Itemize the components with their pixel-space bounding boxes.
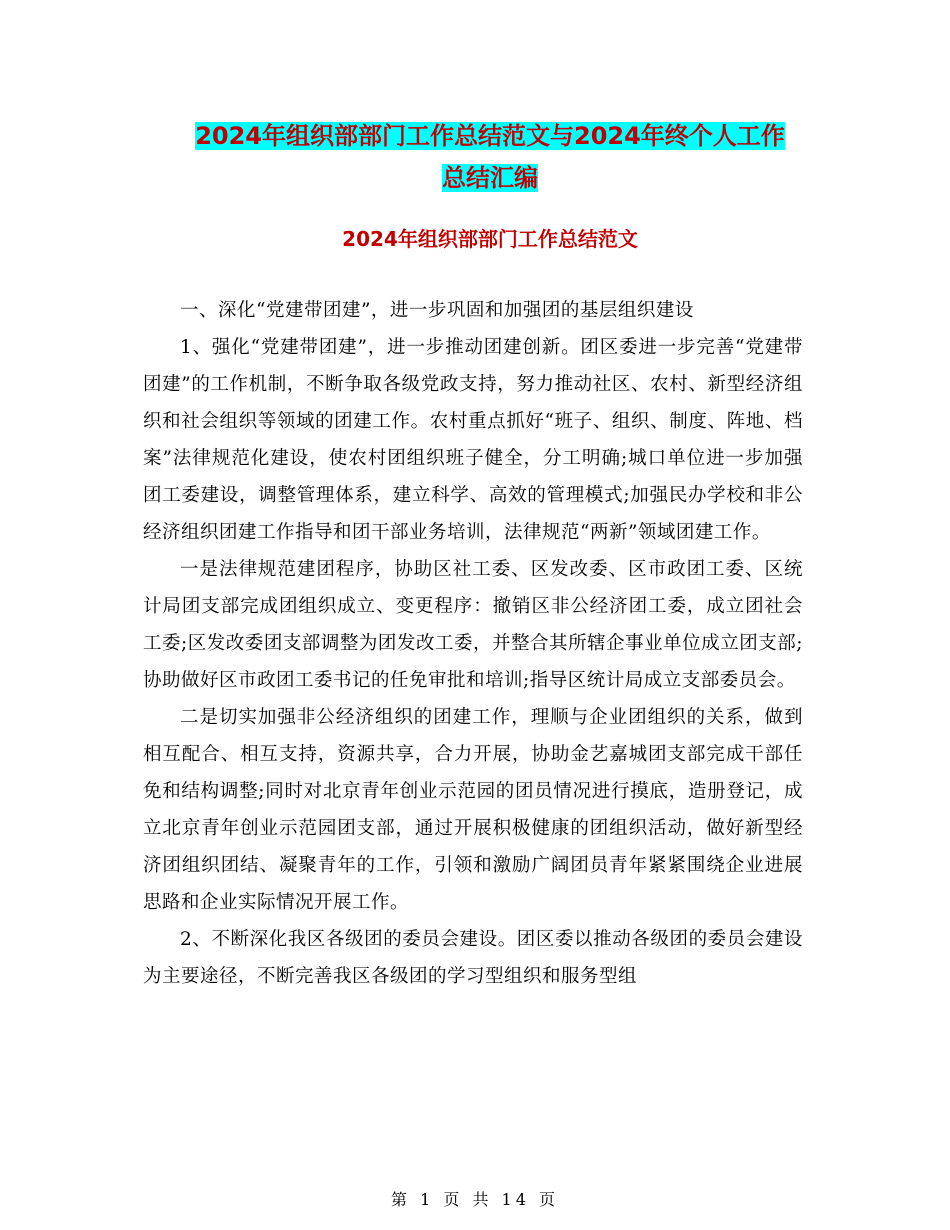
document-title-line-2 — [140, 158, 840, 193]
document-body — [143, 292, 803, 995]
page-number-footer: 第 1 页 共 14 页 — [391, 1190, 559, 1209]
document-title-text-1: 2024年组织部部门工作总结范文与2024年终个人工作 — [195, 122, 785, 150]
paragraph: 二是切实加强非公经济组织的团建工作，理顺与企业团组织的关系，做到相互配合、相互支持，资源共享，合力开展，协助金艺嘉城团支部完成干部任免和结构调整;同时对北京青年创业示范园的团员情况进行摸底，造册登记，成立北京青年创业示范园团支部，通过开展积极健康的团组织活动，做好新型经济团组织团结、凝聚青年的工作，引领和激励广阔团员青年紧紧围绕企业进展思路和企业实际情况开展工作。 — [143, 707, 803, 913]
section-title: 2024年组织部部门工作总结范文 — [342, 227, 638, 251]
paragraph: 一是法律规范建团程序，协助区社工委、区发改委、区市政团工委、区统计局团支部完成团组织成立、变更程序：撤销区非公经济团工委，成立团社会工委;区发改委团支部调整为团发改工委，并整合其所辖企事业单位成立团支部;协助做好区市政团工委书记的任免审批和培训;指导区统计局成立支部委员会。 — [143, 559, 803, 691]
paragraph: 一、深化“党建带团建”，进一步巩固和加强团的基层组织建设 — [180, 300, 694, 321]
document-title-line-1 — [140, 116, 840, 151]
paragraph: 1、强化“党建带团建”，进一步推动团建创新。团区委进一步完善“党建带团建”的工作机制，不断争取各级党政支持，努力推动社区、农村、新型经济组织和社会组织等领域的团建工作。农村重点抓好“班子、组织、制度、阵地、档案”法律规范化建设，使农村团组织班子健全，分工明确;城口单位进一步加强团工委建设，调整管理体系，建立科学、高效的管理模式;加强民办学校和非公经济组织团建工作指导和团干部业务培训，法律规范“两新”领域团建工作。 — [143, 337, 803, 543]
paragraph: 2、不断深化我区各级团的委员会建设。团区委以推动各级团的委员会建设为主要途径，不断完善我区各级团的学习型组织和服务型组 — [143, 929, 803, 987]
document-title-text-2: 总结汇编 — [442, 164, 538, 192]
